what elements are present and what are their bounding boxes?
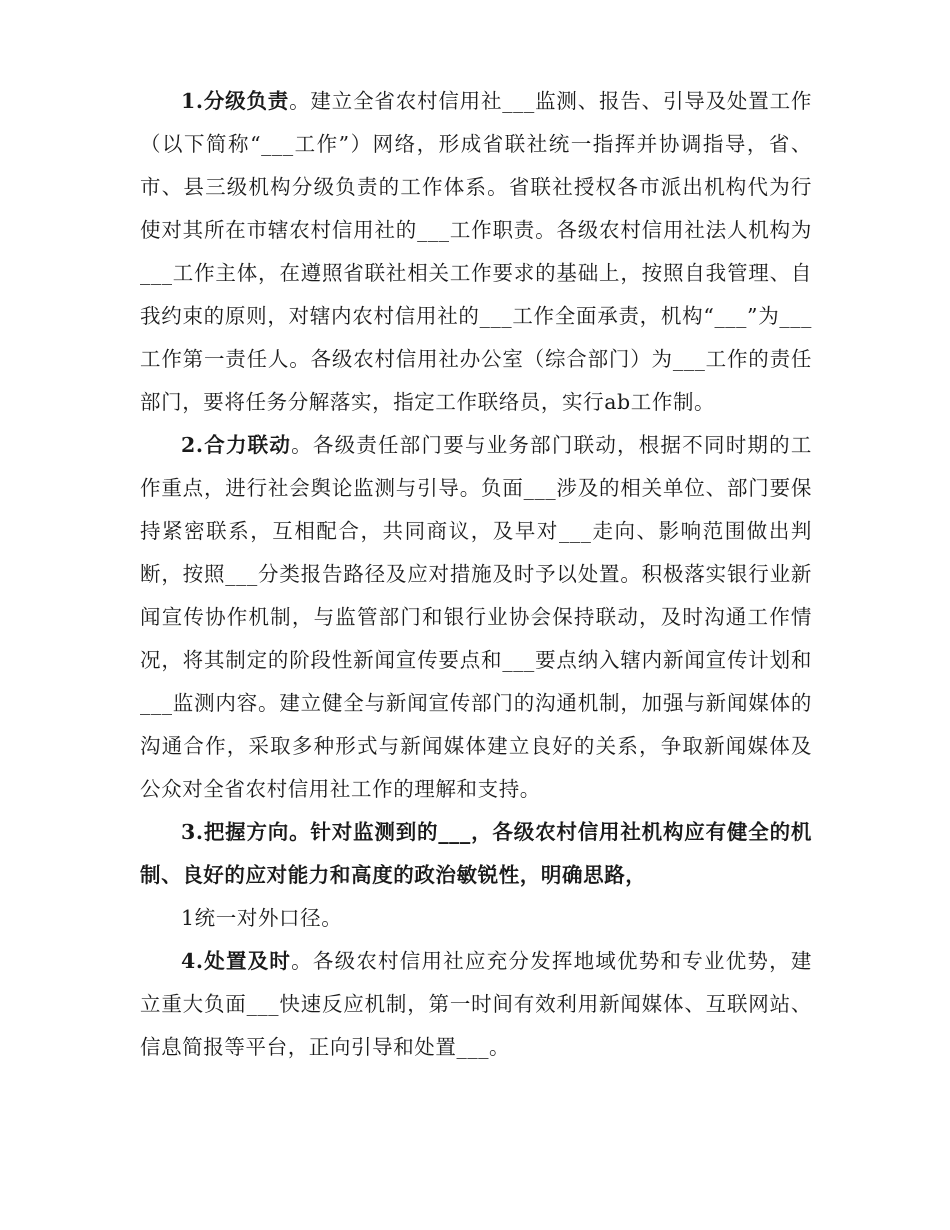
paragraph-4-heading: 4.处置及时 <box>181 949 292 973</box>
paragraph-1-body: 。建立全省农村信用社___监测、报告、引导及处置工作（以下简称“___工作”）网络，形成省联社统一指挥并协调指导，省、市、县三级机构分级负责的工作体系。省联社授权各市派出机构代为行使对其所在市辖农村信用社的___工作职责。各级农村信用社法人机构为___工作主体，在遵照省联社相关工作要求的基础上，按照自我管理、自我约束的原则，对辖内农村信用社的___工作全面承责，机构“___”为___工作第一责任人。各级农村信用社办公室（综合部门）为___工作的责任部门，要将任务分解落实，指定工作联络员，实行ab工作制。 <box>140 89 812 414</box>
document-page <box>140 80 812 1069</box>
paragraph-3-body: 针对监测到的___，各级农村信用社机构应有健全的机制、良好的应对能力和高度的政治敏锐性，明确思路， <box>140 820 812 887</box>
paragraph-2 <box>140 424 812 811</box>
paragraph-2-heading: 2.合力联动 <box>181 433 292 457</box>
paragraph-3-sub-item: 1统一对外口径。 <box>181 906 343 930</box>
paragraph-2-body: 。各级责任部门要与业务部门联动，根据不同时期的工作重点，进行社会舆论监测与引导。负面___涉及的相关单位、部门要保持紧密联系，互相配合，共同商议，及早对___走向、影响范围做出判断，按照___分类报告路径及应对措施及时予以处置。积极落实银行业新闻宣传协作机制，与监管部门和银行业协会保持联动，及时沟通工作情况，将其制定的阶段性新闻宣传要点和___要点纳入辖内新闻宣传计划和___监测内容。建立健全与新闻宣传部门的沟通机制，加强与新闻媒体的沟通合作，采取多种形式与新闻媒体建立良好的关系，争取新闻媒体及公众对全省农村信用社工作的理解和支持。 <box>140 433 812 801</box>
paragraph-3 <box>140 811 812 897</box>
paragraph-3-heading: 3.把握方向。 <box>181 820 311 844</box>
paragraph-4-body: 。各级农村信用社应充分发挥地域优势和专业优势，建立重大负面___快速反应机制，第一时间有效利用新闻媒体、互联网站、信息简报等平台，正向引导和处置___。 <box>140 949 812 1059</box>
paragraph-1 <box>140 80 812 424</box>
paragraph-1-heading: 1.分级负责 <box>181 89 290 113</box>
paragraph-4 <box>140 940 812 1069</box>
